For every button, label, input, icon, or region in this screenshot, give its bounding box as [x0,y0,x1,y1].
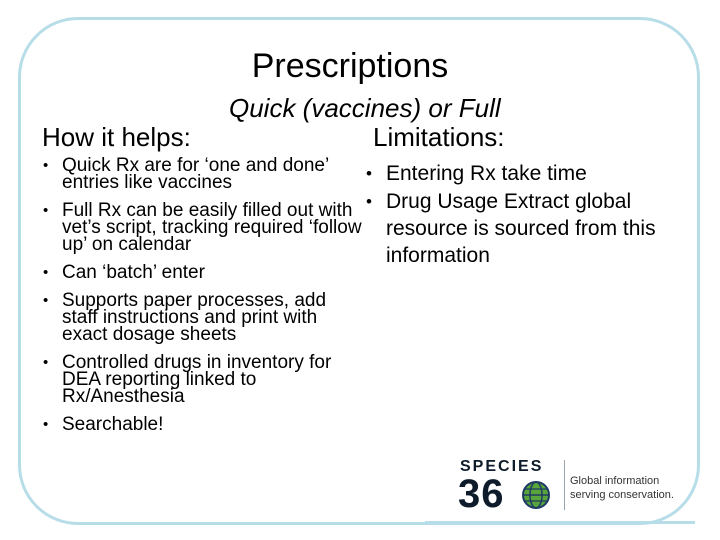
globe-icon [521,480,551,510]
benefit-item: • Can ‘batch’ enter [42,264,362,281]
limitations-list [366,160,686,270]
logo-wordmark: SPECIES [460,458,544,475]
benefits-list [42,157,362,444]
logo-digit-right: 6 [481,472,505,516]
species360-logo [458,456,678,516]
left-heading: How it helps: [42,122,191,152]
frame-bottom-accent [425,521,695,524]
logo-tagline-line: serving conservation. [570,489,674,501]
logo-digit-left: 3 [458,472,482,516]
slide-subtitle: Quick (vaccines) or Full [229,93,501,123]
benefit-item: • Controlled drugs in inventory for DEA reporting linked to Rx/Anesthesia [42,354,362,405]
right-heading: Limitations: [373,122,505,152]
benefit-item: • Full Rx can be easily filled out with vet’s script, tracking required ‘follow up’ on calendar [42,202,362,253]
slide-title: Prescriptions [251,47,449,85]
benefit-item: • Searchable! [42,416,362,433]
benefit-item: • Supports paper processes, add staff instructions and print with exact dosage sheets [42,292,362,343]
limitation-item: • Drug Usage Extract global resource is sourced from this information [366,188,686,269]
limitation-item: • Entering Rx take time [366,160,686,187]
logo-tagline-line: Global information [570,475,660,487]
logo-divider [564,460,565,510]
benefit-item: • Quick Rx are for ‘one and done’ entries like vaccines [42,157,362,191]
logo-tagline [570,474,674,502]
logo-number [458,472,505,516]
